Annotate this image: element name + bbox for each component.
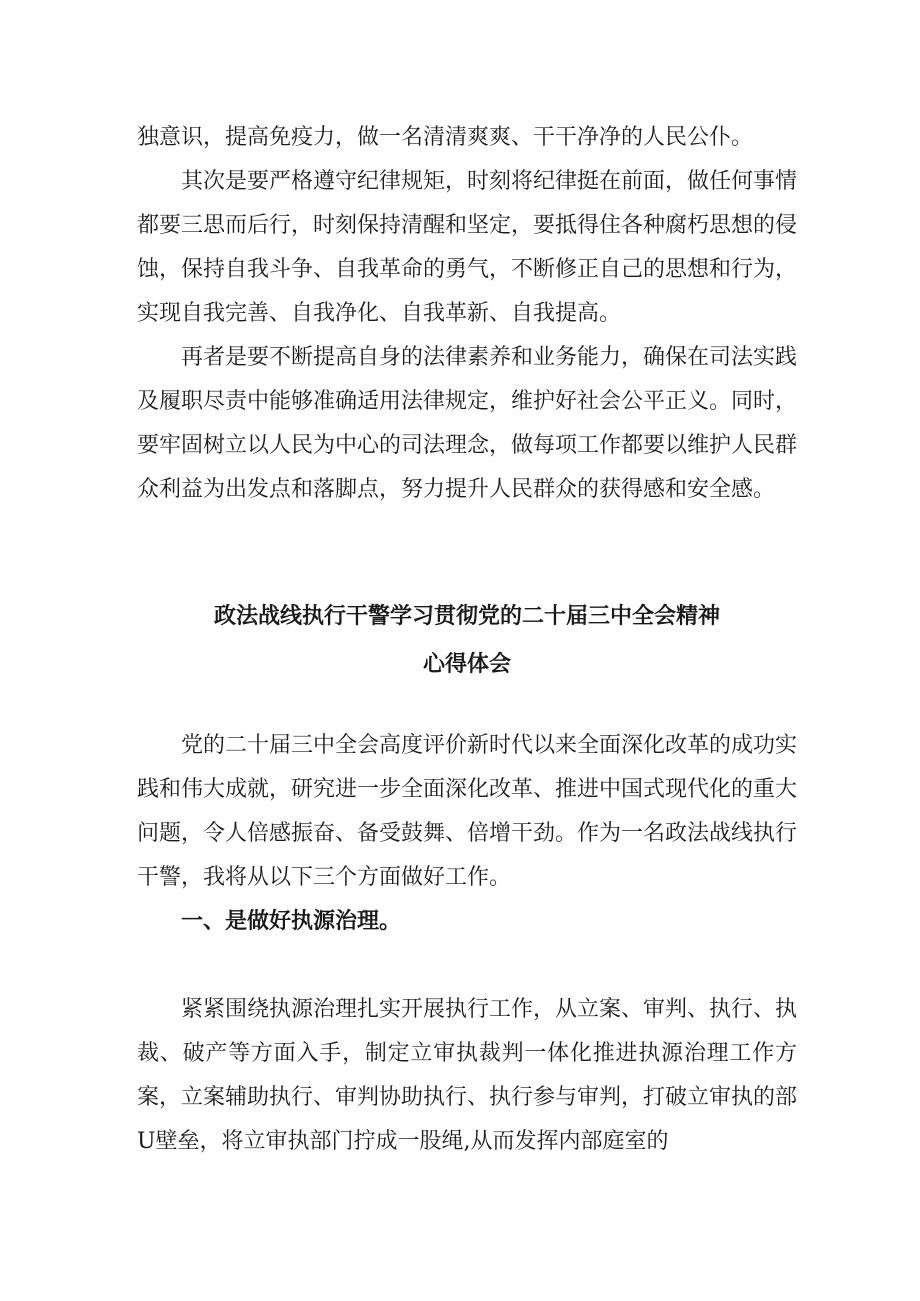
section-heading-1: 一、是做好执源治理。 (181, 909, 402, 934)
paragraph-legal-literacy: 再者是要不断提高自身的法律素养和业务能力，确保在司法实践及履职尽责中能够准确适用法律规定，维护好社会公平正义。同时，要牢固树立以人民为中心的司法理念，做每项工作都要以维护人民群众利益为出发点和落脚点，努力提升人民群众的获得感和安全感。 (137, 345, 798, 502)
body-text-intro (137, 724, 797, 900)
body-text-top (137, 116, 797, 512)
article-title-line-2: 心得体会 (422, 652, 511, 677)
body-text-section-1 (137, 988, 797, 1164)
paragraph-source-governance: 紧紧围绕执源治理扎实开展执行工作，从立案、审判、执行、执裁、破产等方面入手，制定立审执裁判一体化推进执源治理工作方案，立案辅助执行、审判协助执行、执行参与审判，打破立审执的部U壁垒，将立审执部门拧成一股绳,从而发挥内部庭室的 (137, 997, 798, 1154)
paragraph-discipline: 其次是要严格遵守纪律规矩，时刻将纪律挺在前面，做任何事情都要三思而后行，时刻保持清醒和坚定，要抵得住各种腐朽思想的侵蚀，保持自我斗争、自我革命的勇气，不断修正自己的思想和行为，实现自我完善、自我净化、自我革新、自我提高。 (137, 169, 798, 326)
paragraph-continuation: 独意识，提高免疫力，做一名清清爽爽、干干净净的人民公仆。 (137, 125, 754, 150)
article-title (137, 593, 797, 689)
paragraph-intro: 党的二十届三中全会高度评价新时代以来全面深化改革的成功实践和伟大成就，研究进一步全面深化改革、推进中国式现代化的重大问题，令人倍感振奋、备受鼓舞、倍增干劲。作为一名政法战线执行干警，我将从以下三个方面做好工作。 (137, 733, 798, 890)
article-title-line-1: 政法战线执行干警学习贯彻党的二十届三中全会精神 (213, 604, 720, 629)
